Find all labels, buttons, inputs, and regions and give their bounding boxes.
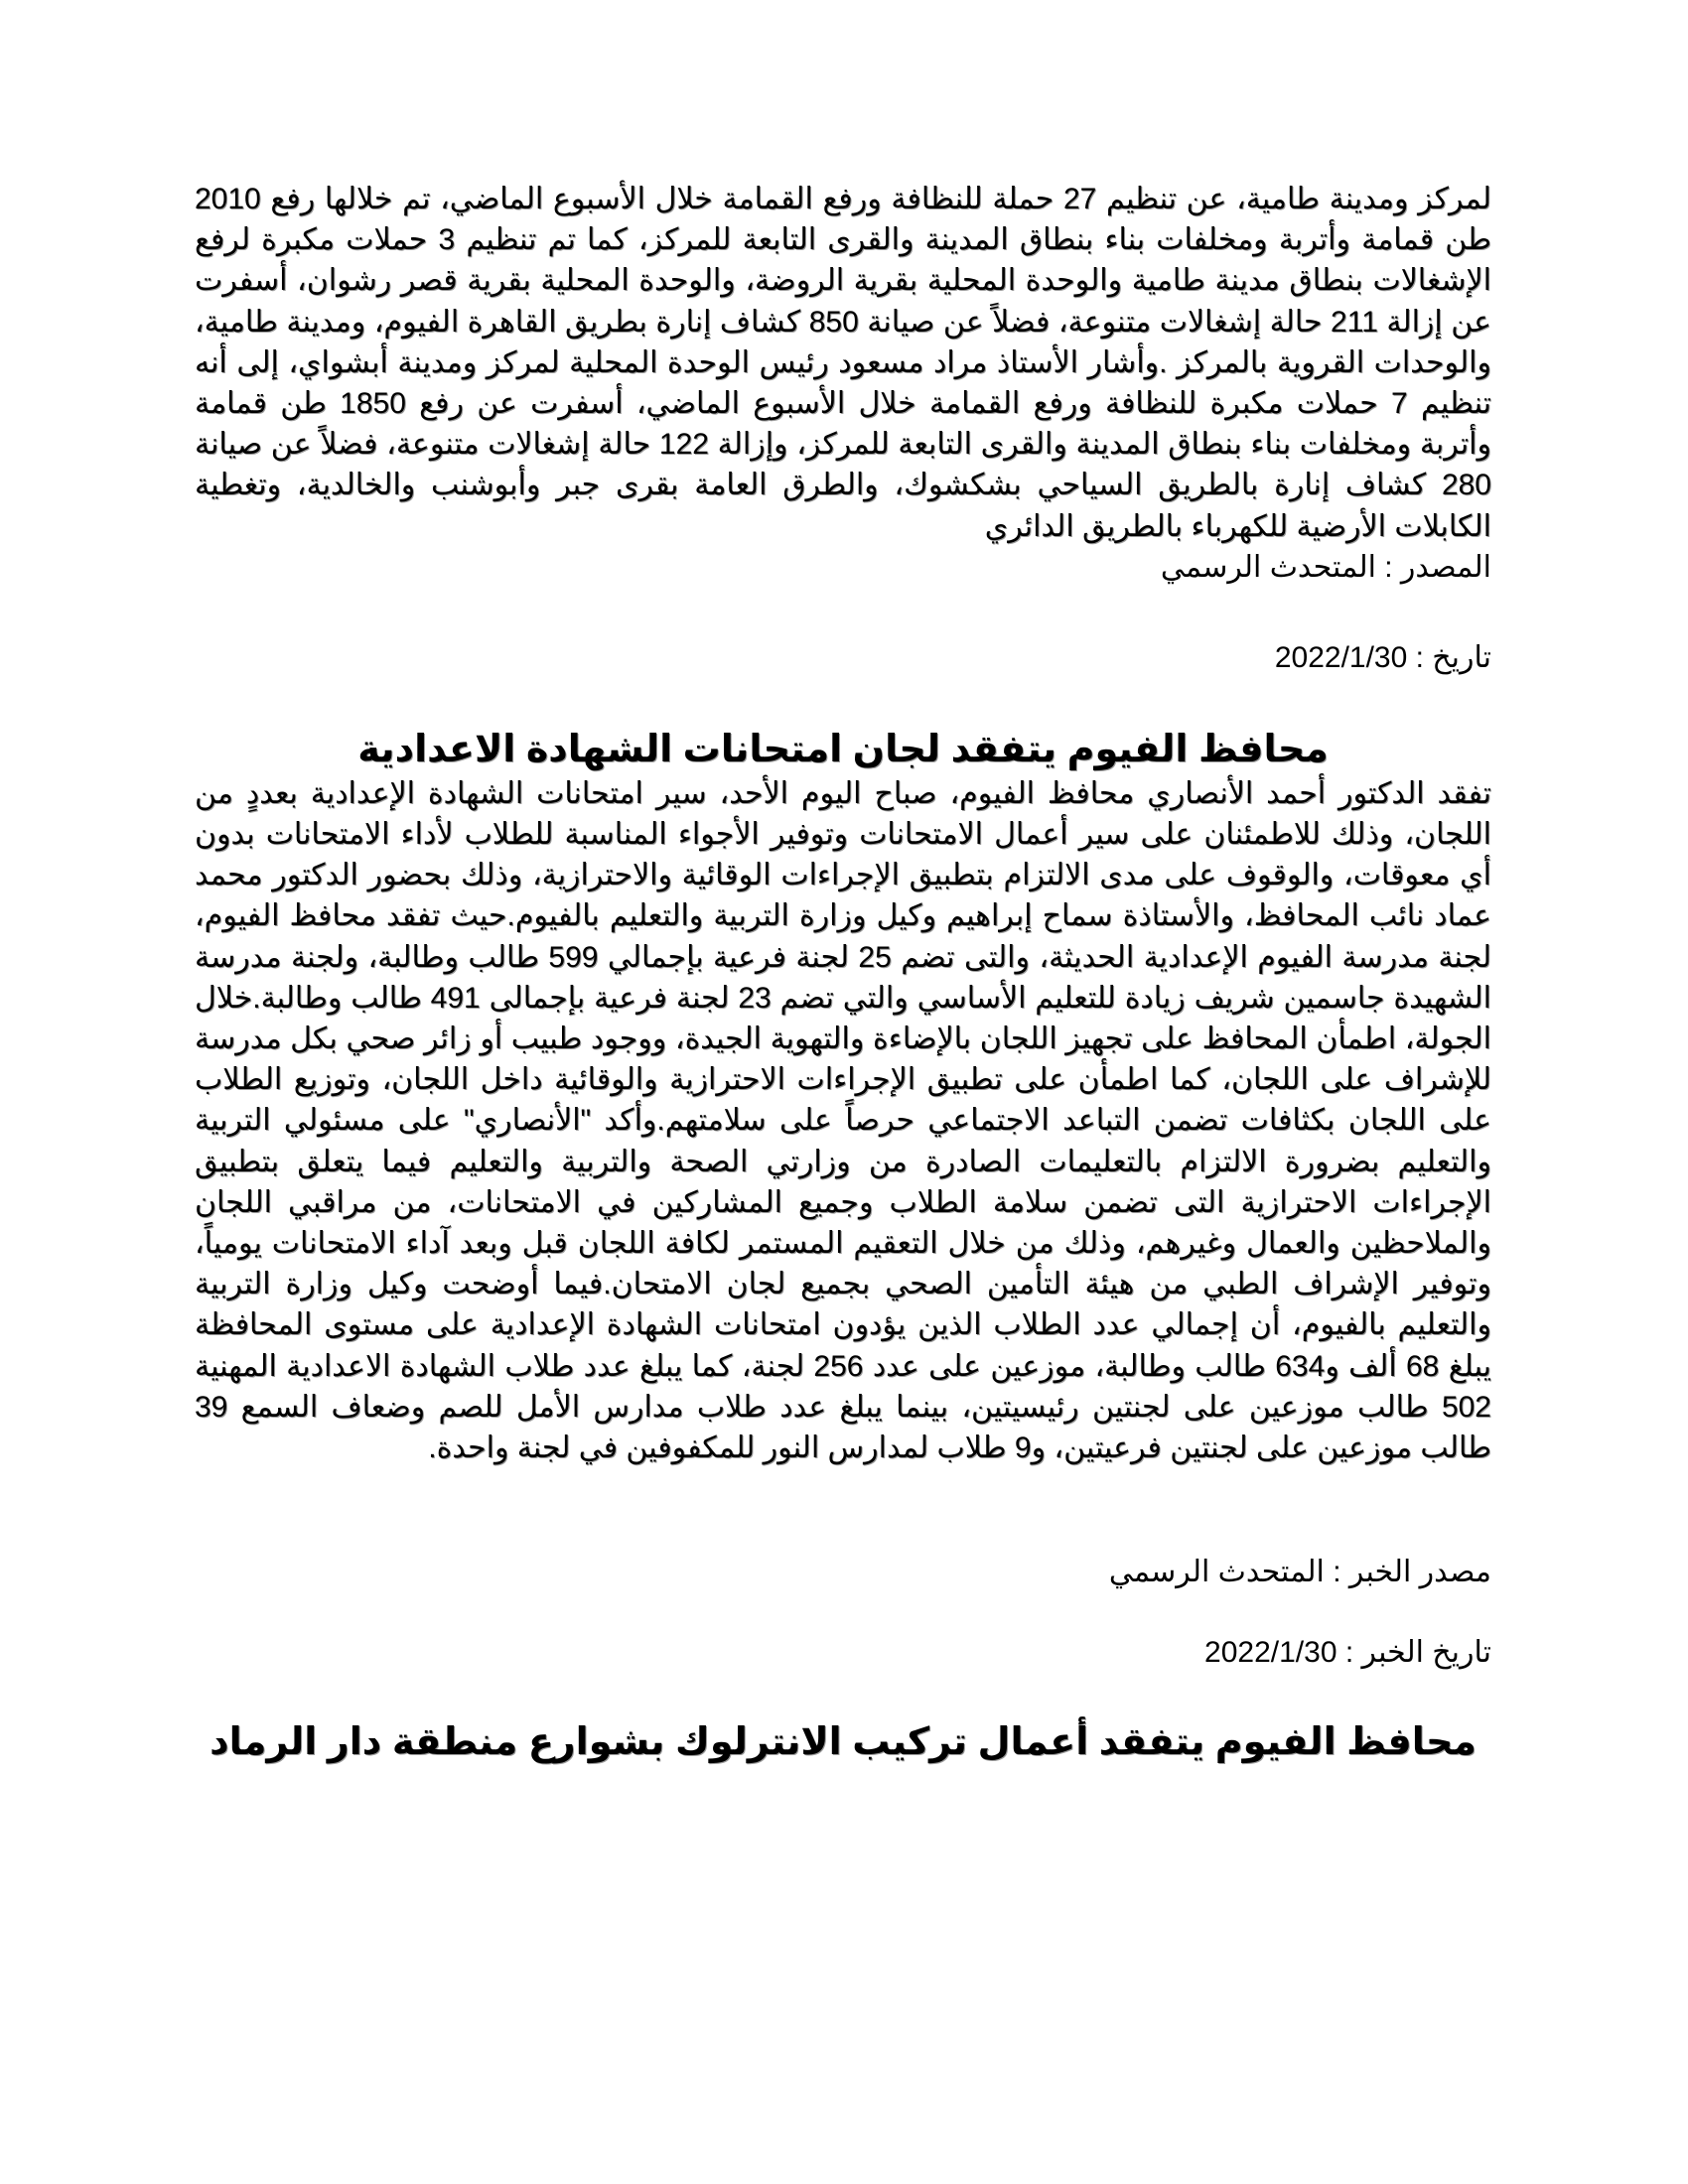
article-2-source: مصدر الخبر : المتحدث الرسمي [1108,1556,1491,1589]
article-2-date: تاريخ الخبر : 2022/1/30 [1204,1636,1491,1670]
article-2-body: تفقد الدكتور أحمد الأنصاري محافظ الفيوم، صباح اليوم الأحد، سير امتحانات الشهادة الإعدادية بعددٍ من اللجان، وذلك للاطمئنان على سير أعمال الامتحانات وتوفير الأجواء المناسبة للطلاب لأداء الامتحانات بدون أي معوقات، والوقوف على مدى الالتزام بتطبيق الإجراءات الوقائية والاحترازية، وذلك بحضور الدكتور محمد عماد نائب المحافظ، والأستاذة سماح إبراهيم وكيل وزارة التربية والتعليم بالفيوم.حيث تفقد محافظ الفيوم، لجنة مدرسة الفيوم الإعدادية الحديثة، والتى تضم 25 لجنة فرعية بإجمالي 599 طالب وطالبة، ولجنة مدرسة الشهيدة جاسمين شريف زيادة للتعليم الأساسي والتي تضم 23 لجنة فرعية بإجمالى 491 طالب وطالبة.خلال الجولة، اطمأن المحافظ على تجهيز اللجان بالإضاءة والتهوية الجيدة، ووجود طبيب أو زائر صحي بكل مدرسة للإشراف على اللجان، كما اطمأن على تطبيق الإجراءات الاحترازية والوقائية داخل اللجان، وتوزيع الطلاب على اللجان بكثافات تضمن التباعد الاجتماعي حرصاً على سلامتهم.وأكد "الأنصاري" على مسئولي التربية والتعليم بضرورة الالتزام بالتعليمات الصادرة من وزارتي الصحة والتربية والتعليم فيما يتعلق بتطبيق الإجراءات الاحترازية التى تضمن سلامة الطلاب وجميع المشاركين في الامتحانات، من مراقبي اللجان والملاحظين والعمال وغيرهم، وذلك من خلال التعقيم المستمر لكافة اللجان قبل وبعد آداء الامتحانات يومياً، وتوفير الإشراف الطبي من هيئة التأمين الصحي بجميع لجان الامتحان.فيما أوضحت وكيل وزارة التربية والتعليم بالفيوم، أن إجمالي عدد الطلاب الذين يؤدون امتحانات الشهادة الإعدادية على مستوى المحافظة يبلغ 68 ألف و634 طالب وطالبة، موزعين على عدد 256 لجنة، كما يبلغ عدد طلاب الشهادة الاعدادية المهنية 502 طالب موزعين على لجنتين رئيسيتين، بينما يبلغ عدد طلاب مدارس الأمل للصم وضعاف السمع 39 طالب موزعين على لجنتين فرعيتين، و9 طلاب لمدارس النور للمكفوفين في لجنة واحدة. [195,776,1492,1465]
article-3-headline: محافظ الفيوم يتفقد أعمال تركيب الانترلوك بشوارع منطقة دار الرماد [210,1721,1477,1764]
article-1-source: المصدر : المتحدث الرسمي [1160,550,1491,584]
article-2-headline: محافظ الفيوم يتفقد لجان امتحانات الشهادة الاعدادية [357,728,1329,770]
article-1-body: لمركز ومدينة طامية، عن تنظيم 27 حملة للنظافة ورفع القمامة خلال الأسبوع الماضي، تم خلالها رفع 2010 طن قمامة وأتربة ومخلفات بناء بنطاق المدينة والقرى التابعة للمركز، كما تم تنظيم 3 حملات مكبرة لرفع الإشغالات بنطاق مدينة طامية والوحدة المحلية بقرية الروضة، والوحدة المحلية بقرية قصر رشوان، أسفرت عن إزالة 211 حالة إشغالات متنوعة، فضلاً عن صيانة 850 كشاف إنارة بطريق القاهرة الفيوم، ومدينة طامية، والوحدات القروية بالمركز .وأشار الأستاذ مراد مسعود رئيس الوحدة المحلية لمركز ومدينة أبشواي، إلى أنه تنظيم 7 حملات مكبرة للنظافة ورفع القمامة خلال الأسبوع الماضي، أسفرت عن رفع 1850 طن قمامة وأتربة ومخلفات بناء بنطاق المدينة والقرى التابعة للمركز، وإزالة 122 حالة إشغالات متنوعة، فضلاً عن صيانة 280 كشاف إنارة بالطريق السياحي بشكشوك، والطرق العامة بقرى جبر وأبوشنب والخالدية، وتغطية الكابلات الأرضية للكهرباء بالطريق الدائري [195,183,1491,543]
document-page [195,179,1491,1766]
article-1-date: تاريخ : 2022/1/30 [1274,640,1491,674]
